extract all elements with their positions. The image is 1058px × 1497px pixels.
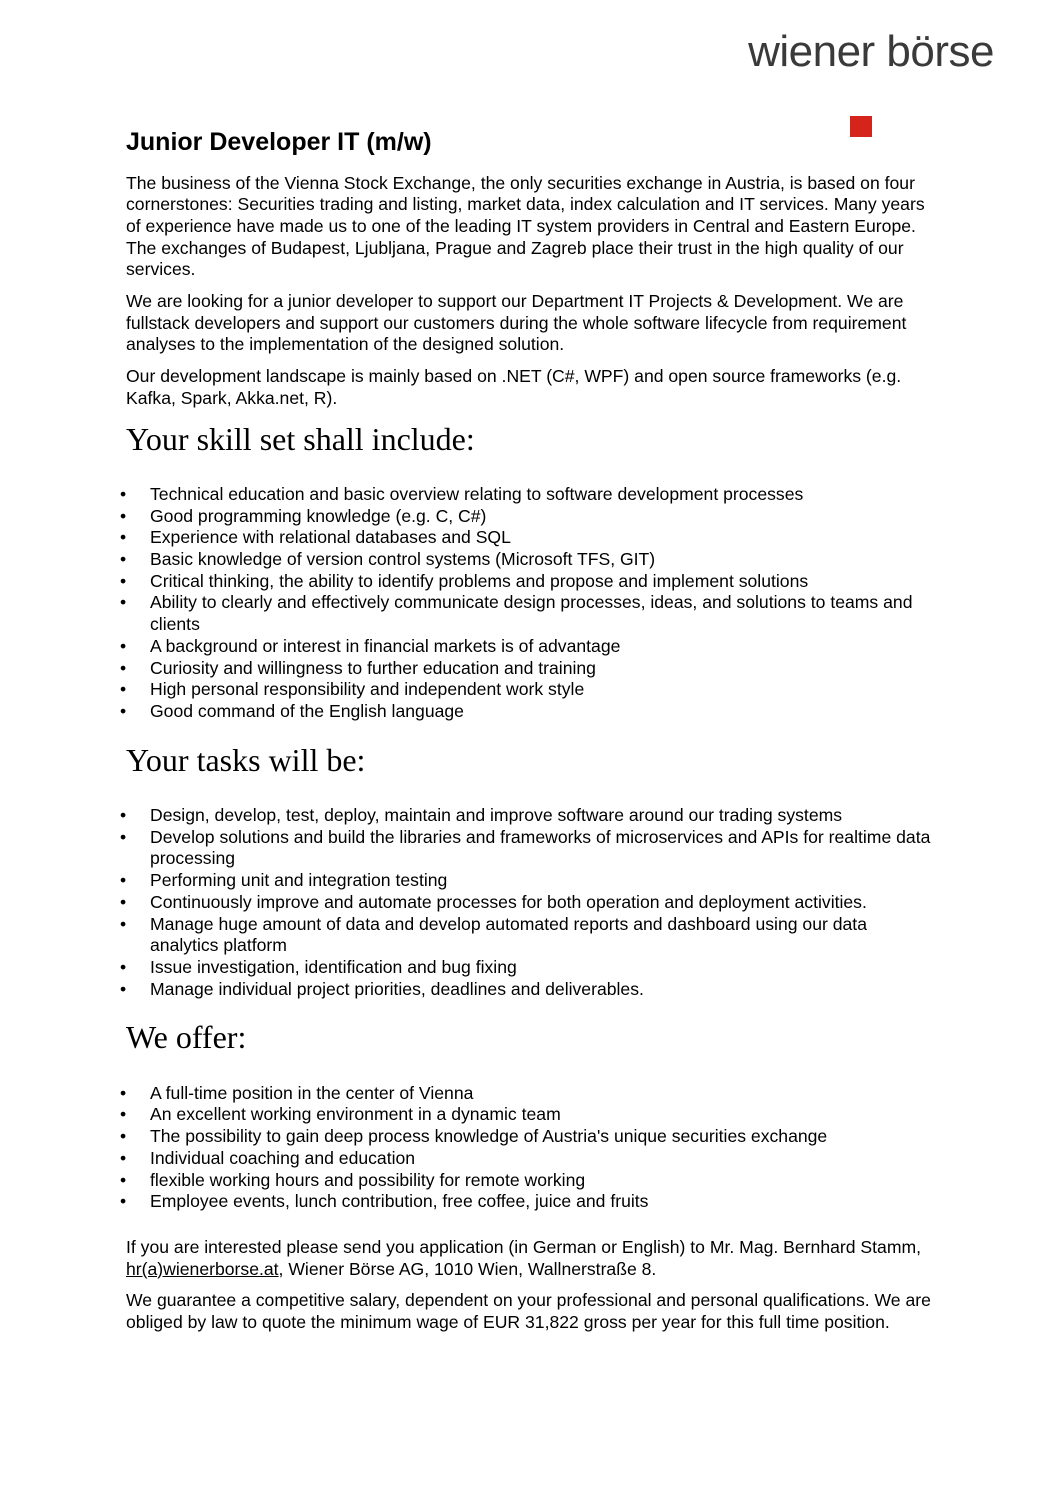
- intro-paragraph-3: Our development landscape is mainly based on .NET (C#, WPF) and open source frameworks (e.g. Kafka, Spark, Akka.net, R).: [126, 366, 902, 408]
- list-item: • A background or interest in financial markets is of advantage: [150, 636, 936, 658]
- offer-list: [126, 1083, 936, 1213]
- list-item: • Manage individual project priorities, deadlines and deliverables.: [150, 979, 936, 1001]
- list-item: • Basic knowledge of version control systems (Microsoft TFS, GIT): [150, 549, 936, 571]
- job-posting: [126, 126, 936, 1344]
- list-item: • An excellent working environment in a dynamic team: [150, 1104, 936, 1126]
- intro-paragraph-2: We are looking for a junior developer to support our Department IT Projects & Development. We are fullstack developers and support our customers during the whole software lifecycle from requirement analyses to the implementation of the designed solution.: [126, 291, 907, 355]
- list-item: • Design, develop, test, deploy, maintain and improve software around our trading systems: [150, 805, 936, 827]
- list-item: • Individual coaching and education: [150, 1148, 936, 1170]
- list-item: • Experience with relational databases and SQL: [150, 527, 936, 549]
- list-item: • Critical thinking, the ability to identify problems and propose and implement solutions: [150, 571, 936, 593]
- list-item: • Performing unit and integration testing: [150, 870, 936, 892]
- intro-paragraph-1: The business of the Vienna Stock Exchange, the only securities exchange in Austria, is based on four cornerstones: Securities trading and listing, market data, index calculation and IT services. Many years of experience have made us to one of the leading IT system providers in Central and Eastern Europe. The exchanges of Budapest, Ljubljana, Prague and Zagreb place their trust in the high quality of our services.: [126, 172, 925, 280]
- tasks-list: [126, 805, 936, 1000]
- skills-heading: Your skill set shall include:: [126, 420, 475, 457]
- list-item: • Continuously improve and automate processes for both operation and deployment activities.: [150, 892, 936, 914]
- list-item: • The possibility to gain deep process knowledge of Austria's unique securities exchange: [150, 1126, 936, 1148]
- skills-list: [126, 484, 936, 723]
- offer-heading: We offer:: [126, 1019, 247, 1056]
- tasks-heading: Your tasks will be:: [126, 741, 366, 778]
- list-item: • Manage huge amount of data and develop automated reports and dashboard using our data analytics platform: [150, 914, 936, 957]
- list-item: • flexible working hours and possibility for remote working: [150, 1170, 936, 1192]
- logo-text: wiener börse: [748, 27, 994, 76]
- list-item: • Develop solutions and build the libraries and frameworks of microservices and APIs for realtime data processing: [150, 827, 936, 870]
- list-item: • High personal responsibility and independent work style: [150, 679, 936, 701]
- contact-paragraph: [126, 1237, 936, 1280]
- contact-text-after: , Wiener Börse AG, 1010 Wien, Wallnerstraße 8.: [278, 1258, 657, 1279]
- list-item: • Technical education and basic overview relating to software development processes: [150, 484, 936, 506]
- list-item: • Good command of the English language: [150, 701, 936, 723]
- list-item: • Issue investigation, identification and bug fixing: [150, 957, 936, 979]
- contact-text-before: If you are interested please send you application (in German or English) to Mr. Mag. Bernhard Stamm,: [126, 1236, 922, 1257]
- list-item: • Good programming knowledge (e.g. C, C#): [150, 506, 936, 528]
- contact-email-link[interactable]: hr(a)wienerborse.at: [126, 1258, 279, 1279]
- company-logo: [748, 27, 994, 76]
- list-item: • Employee events, lunch contribution, free coffee, juice and fruits: [150, 1191, 936, 1213]
- list-item: • Ability to clearly and effectively communicate design processes, ideas, and solutions to teams and clients: [150, 592, 936, 635]
- job-title: Junior Developer IT (m/w): [126, 128, 432, 156]
- list-item: • Curiosity and willingness to further education and training: [150, 658, 936, 680]
- salary-paragraph: We guarantee a competitive salary, dependent on your professional and personal qualifications. We are obliged by law to quote the minimum wage of EUR 31,822 gross per year for this full time position.: [126, 1290, 931, 1333]
- list-item: • A full-time position in the center of Vienna: [150, 1083, 936, 1105]
